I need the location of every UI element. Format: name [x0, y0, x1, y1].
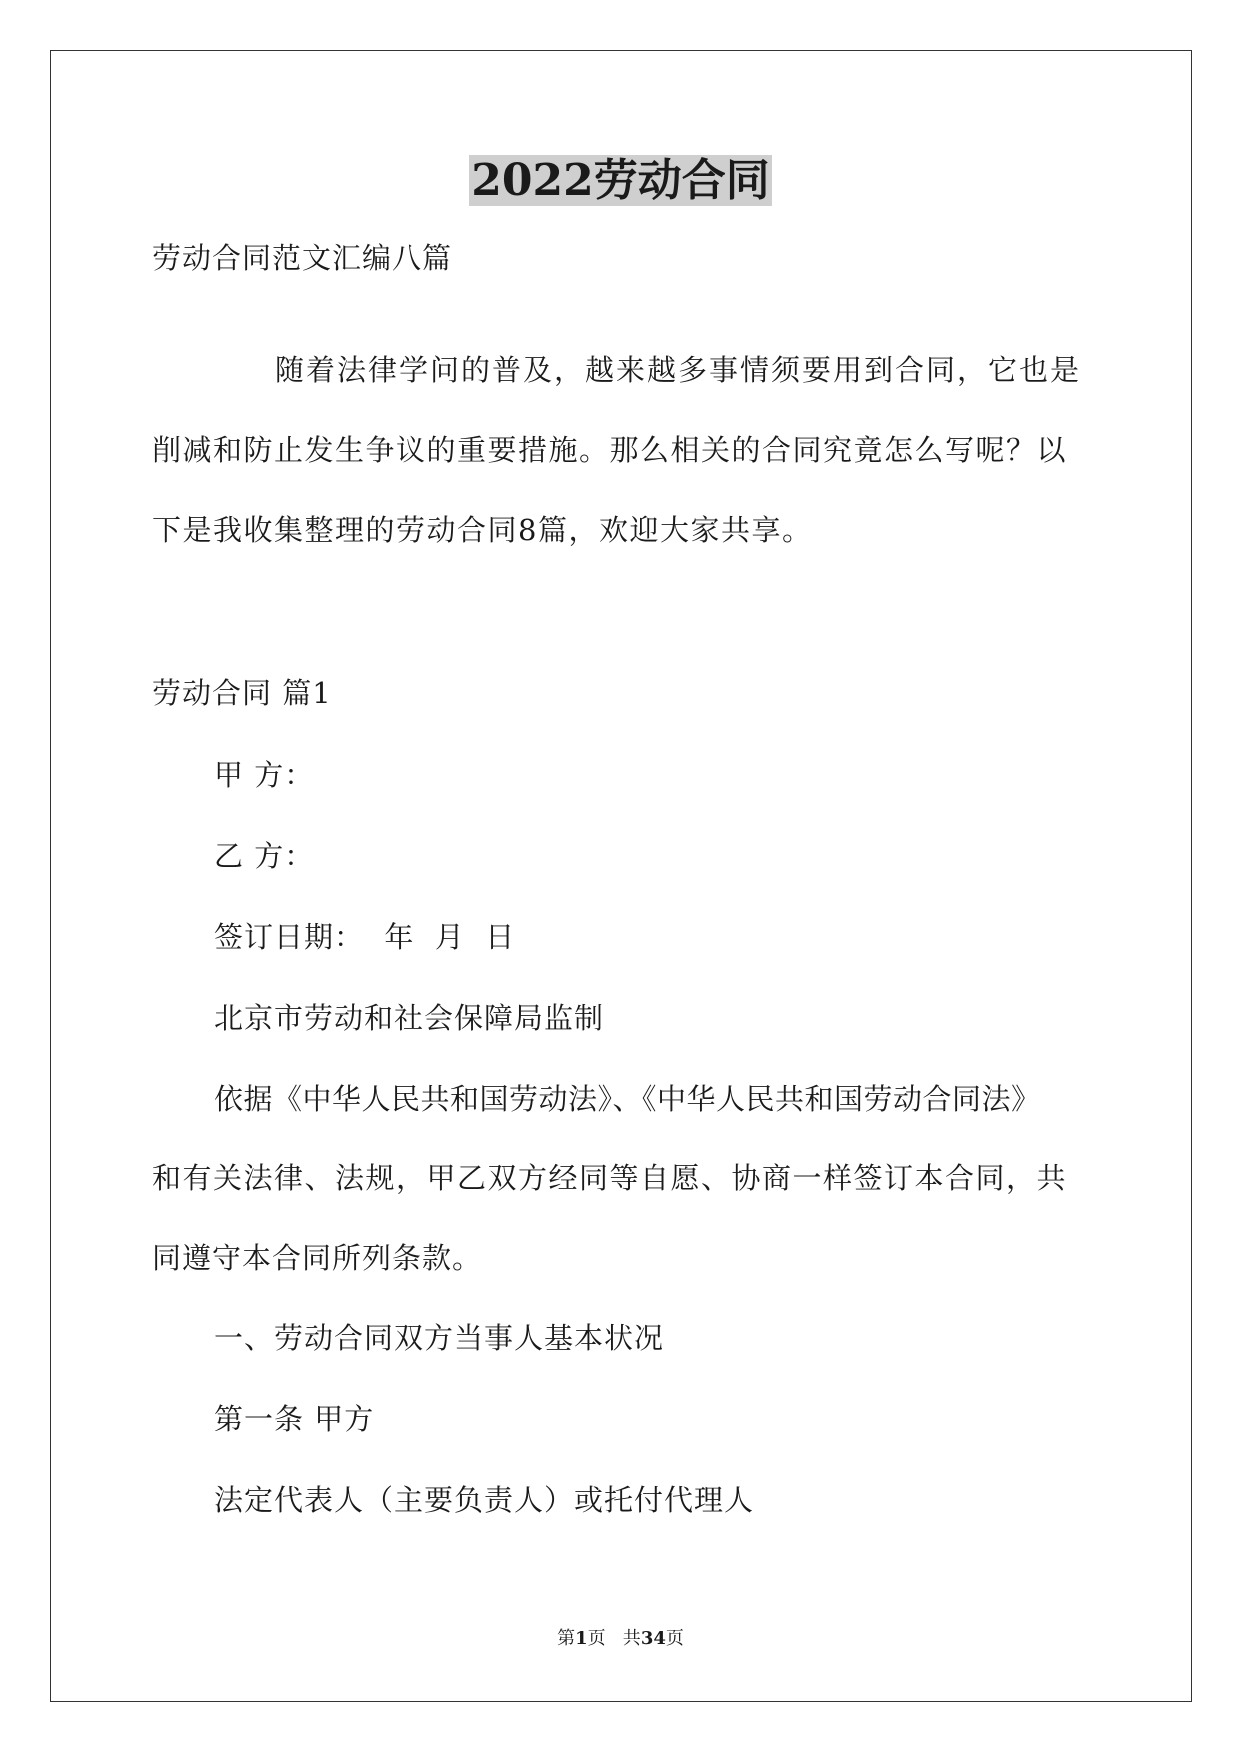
- intro-line-1: 随着法律学问的普及，越来越多事情须要用到合同，它也是: [275, 353, 1082, 387]
- basis-line-3: 同遵守本合同所列条款。: [152, 1241, 483, 1275]
- footer-prefix: 第: [557, 1628, 576, 1649]
- footer-suffix: 页: [665, 1628, 684, 1649]
- intro-line-3: 下是我收集整理的劳动合同8篇，欢迎大家共享。: [152, 513, 813, 547]
- footer-middle: 页 共: [587, 1628, 641, 1649]
- legal-rep-text: 法定代表人（主要负责人）或托付代理人: [214, 1483, 755, 1517]
- page-footer: [0, 1627, 1241, 1651]
- article-1-heading: 第一条 甲方: [214, 1402, 375, 1436]
- page-border: [50, 50, 1192, 1702]
- basis-line-2: 和有关法律、法规，甲乙双方经同等自愿、协商一样签订本合同，共: [152, 1161, 1068, 1195]
- document-subtitle: 劳动合同范文汇编八篇: [152, 241, 453, 275]
- supervisor-text: 北京市劳动和社会保障局监制: [214, 1001, 605, 1035]
- intro-line-2: 削减和防止发生争议的重要措施。那么相关的合同究竟怎么写呢？以: [152, 433, 1068, 467]
- party-a-field: 甲 方：: [214, 758, 315, 792]
- party-b-field: 乙 方：: [214, 839, 315, 873]
- title-text: 2022劳动合同: [471, 155, 770, 206]
- clause-heading: 一、劳动合同双方当事人基本状况: [214, 1321, 665, 1355]
- sign-date-field: 签订日期： 年 月 日: [214, 920, 516, 954]
- basis-line-1: 依据《中华人民共和国劳动法》、《中华人民共和国劳动合同法》: [214, 1082, 1041, 1116]
- footer-total-pages: 34: [640, 1628, 666, 1649]
- section-heading: 劳动合同 篇1: [152, 676, 332, 710]
- footer-page-number: 1: [575, 1628, 588, 1649]
- document-title: [0, 152, 1241, 210]
